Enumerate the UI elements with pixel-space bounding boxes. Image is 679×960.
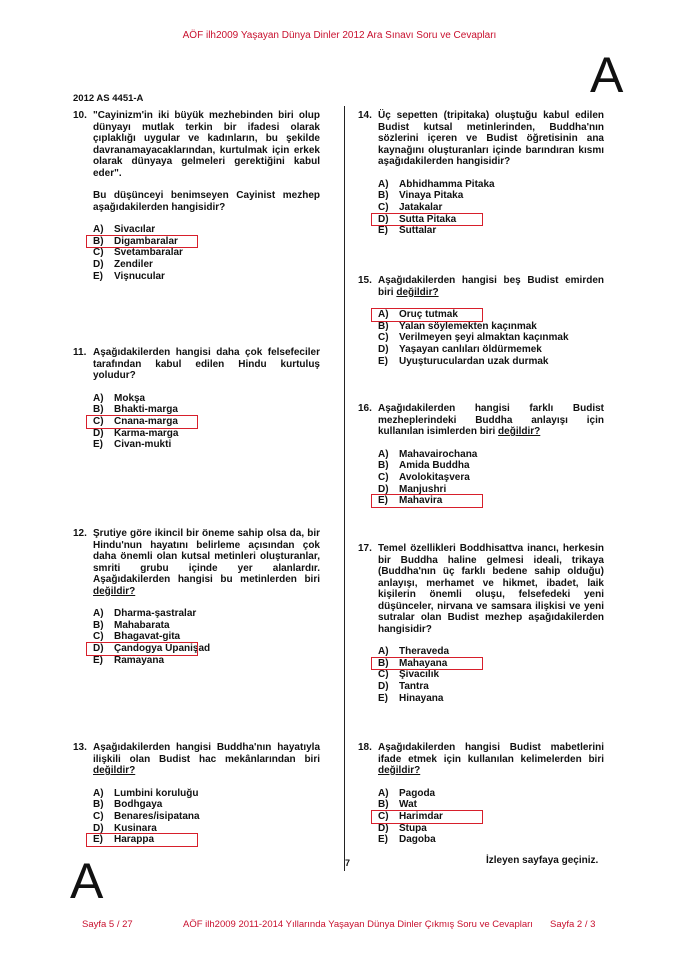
option-letter: A) bbox=[378, 646, 389, 658]
question-text: Aşağıdakilerden hangisi Buddha'nın hayatıyla ilişkili olan Budist hac mekânlarından biri değildir? bbox=[93, 742, 320, 776]
answer-highlight-box bbox=[86, 235, 198, 249]
answer-option bbox=[93, 799, 320, 811]
option-text: Yaşayan canlıları öldürmemek bbox=[399, 344, 542, 356]
option-text: Mokşa bbox=[114, 392, 146, 404]
question-text: Aşağıdakilerden hangisi daha çok felsefeciler tarafından kabul edilen Hindu kurtuluş yoludur? bbox=[93, 347, 320, 381]
option-letter: E) bbox=[93, 834, 103, 846]
option-letter: A) bbox=[378, 178, 389, 190]
answer-option bbox=[378, 321, 604, 333]
answer-option bbox=[378, 356, 604, 368]
option-text: Suttalar bbox=[399, 225, 437, 237]
answer-option bbox=[93, 811, 320, 823]
column-divider bbox=[344, 106, 345, 871]
answer-option bbox=[93, 271, 320, 283]
option-letter: A) bbox=[378, 309, 389, 321]
option-letter: A) bbox=[378, 448, 389, 460]
option-text: Ramayana bbox=[114, 654, 165, 666]
question-number: 18. bbox=[358, 742, 372, 753]
document-header-title: AÖF ilh2009 Yaşayan Dünya Dinler 2012 Ara Sınavı Soru ve Cevapları bbox=[182, 30, 497, 41]
option-text: Yalan söylemekten kaçınmak bbox=[399, 320, 537, 332]
option-letter: E) bbox=[378, 834, 388, 846]
page-number: 7 bbox=[345, 858, 351, 868]
option-letter: C) bbox=[93, 810, 104, 822]
option-letter: D) bbox=[378, 483, 389, 495]
option-letter: E) bbox=[378, 225, 388, 237]
negation-keyword: değildir? bbox=[498, 426, 541, 437]
answer-option bbox=[378, 225, 604, 237]
option-letter: C) bbox=[93, 415, 104, 427]
option-text: Harappa bbox=[114, 834, 155, 846]
answer-option bbox=[378, 179, 604, 191]
answer-option bbox=[378, 693, 604, 705]
answer-option bbox=[93, 393, 320, 405]
option-letter: C) bbox=[93, 247, 104, 259]
option-text: Uyuşturuculardan uzak durmak bbox=[399, 355, 549, 367]
question-13 bbox=[73, 742, 320, 846]
answer-option bbox=[378, 472, 604, 484]
option-text: Harimdar bbox=[399, 810, 443, 822]
question-number: 13. bbox=[73, 742, 87, 753]
option-text: Sivacılar bbox=[114, 224, 156, 236]
answer-highlight-box bbox=[371, 308, 483, 322]
question-10 bbox=[73, 110, 320, 282]
option-letter: C) bbox=[378, 332, 389, 344]
option-letter: B) bbox=[93, 799, 104, 811]
option-letter: D) bbox=[93, 259, 104, 271]
question-text: "Cayinizm'in iki büyük mezhebinden biri olup dünyayı mutlak terkin bir ifadesi olarak çıplaklığı uygular ve kadınların, bu şekilde davranamayacaklarından, kurtulmak için erkek olarak dünyaya gelmeleri gerektiğini kabul eder". bbox=[93, 110, 320, 179]
option-letter: B) bbox=[378, 190, 389, 202]
option-letter: E) bbox=[378, 355, 388, 367]
option-text: Manjushri bbox=[399, 483, 447, 495]
option-text: Theraveda bbox=[399, 646, 450, 658]
option-text: Benares/isipatana bbox=[114, 810, 200, 822]
answer-option bbox=[93, 247, 320, 259]
answer-option bbox=[378, 460, 604, 472]
option-text: Kusinara bbox=[114, 822, 157, 834]
question-number: 16. bbox=[358, 403, 372, 414]
option-letter: D) bbox=[378, 213, 389, 225]
option-letter: E) bbox=[93, 270, 103, 282]
option-letter: D) bbox=[378, 822, 389, 834]
answer-option bbox=[378, 681, 604, 693]
option-letter: C) bbox=[378, 471, 389, 483]
option-text: Sutta Pitaka bbox=[399, 213, 457, 225]
answer-highlight-box bbox=[86, 642, 198, 656]
option-letter: E) bbox=[378, 495, 388, 507]
option-text: Dagoba bbox=[399, 834, 436, 846]
question-text: Aşağıdakilerden hangisi beş Budist emirden biri değildir? bbox=[378, 275, 604, 298]
answer-option bbox=[93, 620, 320, 632]
answer-option bbox=[93, 439, 320, 451]
option-letter: A) bbox=[378, 787, 389, 799]
answer-option bbox=[93, 655, 320, 667]
answer-option bbox=[378, 788, 604, 800]
option-text: Lumbini koruluğu bbox=[114, 787, 199, 799]
negation-keyword: değildir? bbox=[93, 585, 136, 597]
answer-option bbox=[93, 428, 320, 440]
option-letter: E) bbox=[93, 439, 103, 451]
question-number: 15. bbox=[358, 275, 372, 286]
option-letter: C) bbox=[378, 669, 389, 681]
question-text: Aşağıdakilerden hangisi farklı Budist mezheplerindeki Buddha anlayışı için kullanılan isimlerden biri değildir? bbox=[378, 403, 604, 437]
option-text: Mahavira bbox=[399, 495, 443, 507]
option-letter: A) bbox=[93, 787, 104, 799]
option-letter: B) bbox=[378, 799, 389, 811]
answer-option bbox=[378, 344, 604, 356]
option-text: Zendiler bbox=[114, 259, 153, 271]
answer-option bbox=[378, 834, 604, 846]
option-text: Bodhgaya bbox=[114, 799, 163, 811]
option-letter: B) bbox=[378, 657, 389, 669]
option-text: Amida Buddha bbox=[399, 460, 470, 472]
negation-keyword: değildir? bbox=[396, 286, 439, 298]
next-page-note: İzleyen sayfaya geçiniz. bbox=[486, 855, 599, 866]
footer-right-page: Sayfa 2 / 3 bbox=[550, 919, 596, 930]
option-letter: A) bbox=[93, 608, 104, 620]
answer-highlight-box bbox=[371, 494, 483, 508]
answer-option bbox=[378, 190, 604, 202]
option-text: Dharma-şastralar bbox=[114, 608, 197, 620]
option-letter: C) bbox=[93, 631, 104, 643]
question-text: Temel özellikleri Boddhisattva inancı, herkesin bir Buddha haline gelmesi ideali, trikaya (Buddha'nın üç farklı bedene sahip olduğu) anlayışı, merhamet ve hikmet, ibadet, laik kişilerin önemli oluşu, felsefedeki yeni düşünceler, nirvana ve samsara ilişkisi ve yeni sutralar olan Budist mezhep aşağıdakilerden hangisidir? bbox=[378, 543, 604, 635]
question-11 bbox=[73, 347, 320, 451]
answer-highlight-box bbox=[86, 415, 198, 429]
option-text: Avolokitaşvera bbox=[399, 471, 470, 483]
question-number: 14. bbox=[358, 110, 372, 121]
answer-highlight-box bbox=[371, 657, 483, 671]
question-number: 17. bbox=[358, 543, 372, 554]
option-text: Bhakti-marga bbox=[114, 404, 178, 416]
booklet-letter-top: A bbox=[590, 47, 624, 103]
question-17 bbox=[358, 543, 604, 704]
option-letter: C) bbox=[378, 810, 389, 822]
question-18 bbox=[358, 742, 604, 846]
question-15 bbox=[358, 275, 604, 367]
answer-option bbox=[378, 669, 604, 681]
answer-option bbox=[93, 608, 320, 620]
question-text: Üç sepetten (tripitaka) oluştuğu kabul edilen Budist kutsal metinlerinden, Buddha'nın sözlerini içeren ve Budist öğretisinin ana kaynağını oluşturanları içinde barındıran kısmı aşağıdakilerden hangisidir? bbox=[378, 110, 604, 167]
exam-code: 2012 AS 4451-A bbox=[73, 93, 144, 104]
question-text: Şrutiye göre ikincil bir öneme sahip olsa da, bir Hindu'nun hayatını belirleme açısından çok daha önemli olan kutsal metinleri oluşturanlar, smriti grubu içinde yer alanlardır. Aşağıdakilerden hangisi bu metinlerden biri değildir? bbox=[93, 528, 320, 597]
option-text: Şivacılık bbox=[399, 669, 440, 681]
question-number: 11. bbox=[73, 347, 87, 358]
option-text: Mahabarata bbox=[114, 619, 170, 631]
option-text: Digambaralar bbox=[114, 235, 178, 247]
option-letter: E) bbox=[378, 692, 388, 704]
option-letter: D) bbox=[93, 643, 104, 655]
option-letter: B) bbox=[93, 404, 104, 416]
question-text: Aşağıdakilerden hangisi Budist mabetlerini ifade etmek için kullanılan kelimelerden biri değildir? bbox=[378, 742, 604, 776]
option-text: Civan-mukti bbox=[114, 439, 172, 451]
option-text: Bhagavat-gita bbox=[114, 631, 181, 643]
question-number: 12. bbox=[73, 528, 87, 539]
option-text: Vinaya Pitaka bbox=[399, 190, 464, 202]
option-text: Stupa bbox=[399, 822, 427, 834]
option-text: Vişnucular bbox=[114, 270, 165, 282]
option-text: Abhidhamma Pitaka bbox=[399, 178, 495, 190]
option-text: Pagoda bbox=[399, 787, 436, 799]
option-letter: D) bbox=[93, 822, 104, 834]
option-text: Verilmeyen şeyi almaktan kaçınmak bbox=[399, 332, 569, 344]
footer-left-page: Sayfa 5 / 27 bbox=[82, 919, 133, 930]
option-letter: D) bbox=[378, 681, 389, 693]
answer-highlight-box bbox=[86, 833, 198, 847]
option-letter: C) bbox=[378, 201, 389, 213]
option-text: Wat bbox=[399, 799, 417, 811]
option-text: Svetambaralar bbox=[114, 247, 183, 259]
question-16 bbox=[358, 403, 604, 507]
option-text: Hinayana bbox=[399, 692, 444, 704]
option-text: Çandogya Üpanişad bbox=[114, 643, 211, 655]
option-letter: B) bbox=[378, 460, 389, 472]
footer-center-title: AÖF ilh2009 2011-2014 Yıllarında Yaşayan Dünya Dinler Çıkmış Soru ve Cevapları bbox=[183, 919, 533, 930]
option-letter: B) bbox=[93, 235, 104, 247]
option-text: Karma-marga bbox=[114, 427, 179, 439]
option-letter: A) bbox=[93, 224, 104, 236]
booklet-letter-bottom: A bbox=[70, 853, 104, 909]
option-letter: B) bbox=[378, 320, 389, 332]
option-letter: D) bbox=[93, 427, 104, 439]
option-letter: E) bbox=[93, 654, 103, 666]
answer-option bbox=[378, 823, 604, 835]
negation-keyword: değildir? bbox=[378, 765, 421, 776]
option-text: Oruç tutmak bbox=[399, 309, 458, 321]
answer-highlight-box bbox=[371, 810, 483, 824]
option-text: Tantra bbox=[399, 681, 429, 693]
question-text: Bu düşünceyi benimseyen Cayinist mezhep aşağıdakilerden hangisidir? bbox=[93, 190, 320, 213]
answer-option bbox=[93, 259, 320, 271]
option-text: Mahayana bbox=[399, 657, 448, 669]
option-text: Jatakalar bbox=[399, 201, 443, 213]
option-letter: B) bbox=[93, 619, 104, 631]
question-number: 10. bbox=[73, 110, 87, 121]
answer-option bbox=[93, 788, 320, 800]
option-text: Cnana-marga bbox=[114, 415, 178, 427]
question-14 bbox=[358, 110, 604, 237]
negation-keyword: değildir? bbox=[93, 765, 136, 776]
answer-highlight-box bbox=[371, 213, 483, 227]
option-letter: D) bbox=[378, 344, 389, 356]
option-letter: A) bbox=[93, 392, 104, 404]
answer-option bbox=[378, 449, 604, 461]
question-12 bbox=[73, 528, 320, 666]
option-text: Mahavairochana bbox=[399, 448, 478, 460]
answer-option bbox=[378, 332, 604, 344]
